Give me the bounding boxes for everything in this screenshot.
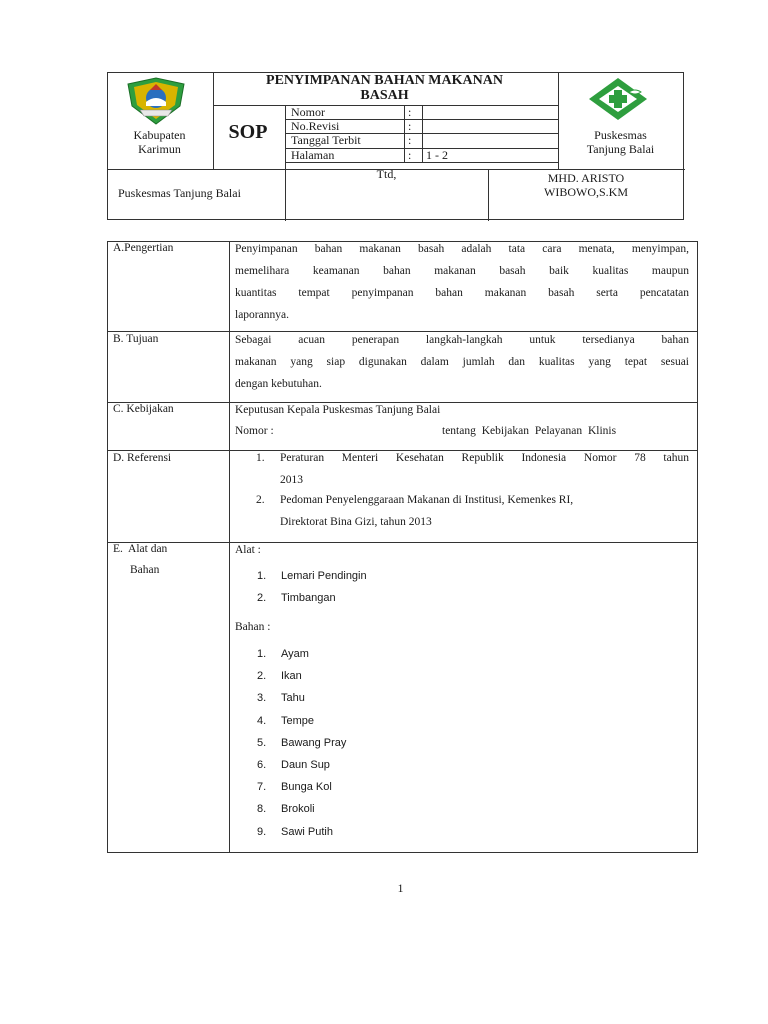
list-item <box>257 710 346 732</box>
bahan-item: Sawi Putih <box>281 825 333 838</box>
field-tanggal-label: Tanggal Terbit <box>291 133 361 147</box>
list-item <box>257 643 346 665</box>
bahan-item: Tahu <box>281 692 305 705</box>
signer-line1: MHD. ARISTO <box>547 171 625 185</box>
bahan-item: Bawang Pray <box>281 736 347 749</box>
puskesmas-logo <box>585 76 651 122</box>
list-number: 4. <box>257 714 267 727</box>
list-number: 9. <box>257 825 267 838</box>
list-item <box>257 776 346 798</box>
ref-2-text <box>280 489 689 533</box>
list-number: 2. <box>257 592 267 605</box>
signer-name <box>488 171 684 199</box>
bahan-item: Brokoli <box>281 803 315 816</box>
alat-heading: Alat : <box>235 544 261 556</box>
list-number: 2. <box>257 670 267 683</box>
pengertian-line1: Penyimpanan bahan makanan basah adalah tata cara menata, menyimpan, <box>235 243 689 255</box>
list-number: 1. <box>257 648 267 660</box>
kebijakan-line1: Keputusan Kepala Puskesmas Tanjung Balai <box>235 404 441 416</box>
ref-1-num: 1. <box>256 452 265 464</box>
list-item <box>257 754 346 776</box>
bahan-item: Ayam <box>281 648 309 660</box>
kebijakan-nomor-rest: tentang Kebijakan Pelayanan Klinis <box>442 425 617 437</box>
field-tanggal-sep: : <box>408 133 412 147</box>
list-number: 6. <box>257 759 267 772</box>
list-item <box>257 798 346 820</box>
alat-list <box>257 565 367 609</box>
field-revisi-sep: : <box>408 119 412 133</box>
label-alat-bahan-line2: Bahan <box>130 564 160 576</box>
kabupaten-caption-line1: Kabupaten <box>133 128 186 142</box>
tujuan-text <box>235 329 689 395</box>
alat-item: Lemari Pendingin <box>281 570 367 582</box>
list-item <box>257 687 346 709</box>
label-tujuan: B. Tujuan <box>113 333 159 345</box>
sop-label: SOP <box>228 121 268 143</box>
list-item <box>257 821 346 843</box>
tujuan-line3: dengan kebutuhan. <box>235 378 322 390</box>
ttd-label: Ttd, <box>376 167 397 181</box>
ref-1-line2: 2013 <box>280 474 303 486</box>
field-halaman-sep: : <box>408 148 412 162</box>
kabupaten-caption-line2: Karimun <box>138 142 181 156</box>
label-pengertian: A.Pengertian <box>113 242 174 254</box>
field-nomor-label: Nomor <box>291 105 325 119</box>
title-line2: BASAH <box>360 88 409 103</box>
bahan-heading: Bahan : <box>235 621 271 633</box>
list-item <box>257 565 367 587</box>
list-number: 3. <box>257 692 267 705</box>
alat-item: Timbangan <box>281 592 336 605</box>
bahan-item: Bunga Kol <box>281 781 332 794</box>
document-title <box>212 73 557 103</box>
bahan-item: Daun Sup <box>281 759 330 772</box>
ref-1-text <box>280 447 689 491</box>
list-item <box>257 587 367 609</box>
tujuan-line2: makanan yang siap digunakan dalam jumlah dan kualitas yang tepat sesuai <box>235 356 689 368</box>
ref-1-line1: Peraturan Menteri Kesehatan Republik Indonesia Nomor 78 tahun <box>280 452 689 464</box>
puskesmas-caption-line1: Puskesmas <box>594 128 647 142</box>
list-number: 1. <box>257 570 267 582</box>
list-item <box>257 665 346 687</box>
signer-line2: WIBOWO,S.KM <box>544 185 628 199</box>
pengertian-line3: kuantitas tempat penyimpanan bahan makanan basah serta pencatatan <box>235 287 689 299</box>
title-line1: PENYIMPANAN BAHAN MAKANAN <box>266 73 503 88</box>
kebijakan-text <box>235 399 689 421</box>
pengertian-text <box>235 238 689 326</box>
bahan-list <box>257 643 346 843</box>
pengertian-line4: laporannya. <box>235 309 289 321</box>
kabupaten-karimun-logo <box>120 76 192 128</box>
kebijakan-nomor-label: Nomor : <box>235 425 274 437</box>
label-alat-bahan-line1: E. Alat dan <box>113 543 168 555</box>
ref-2-line2: Direktorat Bina Gizi, tahun 2013 <box>280 516 432 528</box>
puskesmas-caption <box>557 128 684 156</box>
page-number: 1 <box>397 881 404 895</box>
field-revisi-label: No.Revisi <box>291 119 340 133</box>
list-number: 7. <box>257 781 267 794</box>
bottom-left-puskesmas: Puskesmas Tanjung Balai <box>118 186 241 200</box>
tujuan-line1: Sebagai acuan penerapan langkah-langkah untuk tersedianya bahan <box>235 334 689 346</box>
ref-2-num: 2. <box>256 494 265 506</box>
label-alat-bahan <box>113 539 167 581</box>
ref-2-line1: Pedoman Penyelenggaraan Makanan di Institusi, Kemenkes RI, <box>280 494 574 506</box>
bahan-item: Ikan <box>281 670 302 683</box>
puskesmas-caption-line2: Tanjung Balai <box>586 142 655 156</box>
field-halaman-value: 1 - 2 <box>426 148 448 162</box>
list-item <box>257 732 346 754</box>
field-halaman-label: Halaman <box>291 148 335 162</box>
field-nomor-sep: : <box>408 105 412 119</box>
bahan-item: Tempe <box>281 714 315 727</box>
label-referensi: D. Referensi <box>113 452 172 464</box>
pengertian-line2: memelihara keamanan bahan makanan basah baik kualitas maupun <box>235 265 689 277</box>
list-number: 8. <box>257 803 267 816</box>
label-kebijakan: C. Kebijakan <box>113 403 174 415</box>
kabupaten-caption <box>107 128 212 156</box>
list-number: 5. <box>257 736 267 749</box>
